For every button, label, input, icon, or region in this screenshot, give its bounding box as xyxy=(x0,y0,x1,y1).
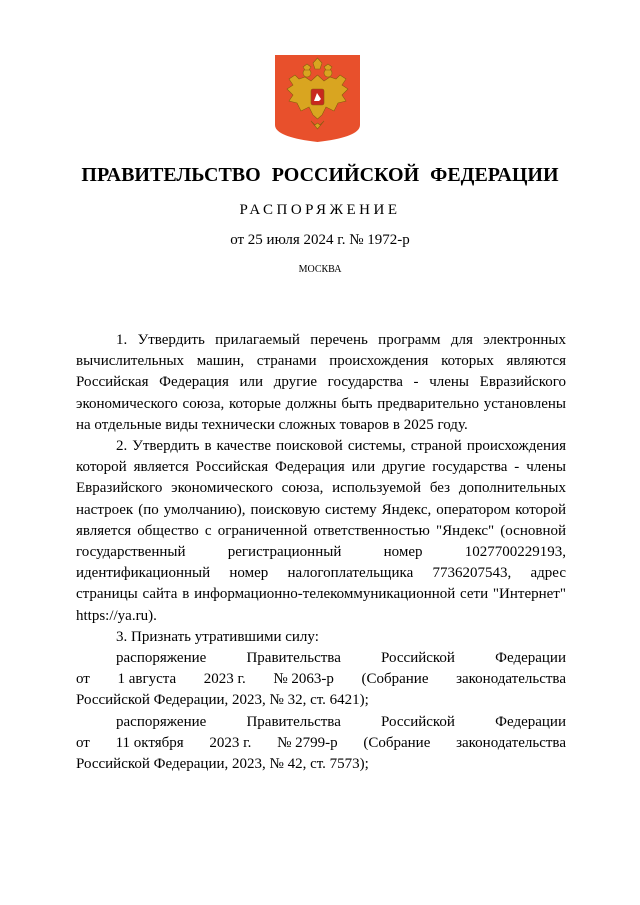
item-word: законодательства xyxy=(456,671,566,688)
item-word: Российской xyxy=(381,650,455,667)
item-word: от xyxy=(76,734,90,751)
item-citation: Российской Федерации, 2023, № 32, ст. 6421); xyxy=(76,692,369,709)
item-word: Федерации xyxy=(495,650,566,667)
item-word: Российской xyxy=(381,713,455,730)
repealed-item-2 xyxy=(76,712,566,776)
item-word: 11 октября xyxy=(115,734,184,751)
item-word: 2023 г. xyxy=(203,671,246,688)
government-title: ПРАВИТЕЛЬСТВО РОССИЙСКОЙ ФЕДЕРАЦИИ xyxy=(81,164,559,186)
item-word: Правительства xyxy=(246,650,341,667)
item-word: 2023 г. xyxy=(209,734,252,751)
item-citation: Российской Федерации, 2023, № 42, ст. 7573); xyxy=(76,756,369,773)
item-word: Федерации xyxy=(495,713,566,730)
item-word: от xyxy=(76,671,90,688)
paragraph-2: 2. Утвердить в качестве поисковой системы, страной происхождения которой является Российская Федерация или другие государства - члены Евразийского экономического союза, используемой без дополнительных настроек (по умолчанию), поисковую систему Яндекс, оператором которой является общество с ограниченной ответственностью "Яндекс" (основной государственный регистрационный номер 1027700229193, идентификационный номер налогоплательщика 7736207543, адрес страницы сайта в информационно-телекоммуникационной сети "Интернет" https://ya.ru). xyxy=(76,438,566,624)
paragraph-1: 1. Утвердить прилагаемый перечень программ для электронных вычислительных машин, странами происхождения которых являются Российская Федерация или другие государства - члены Евразийского экономического союза, которые должны быть предварительно установлены на отдельные виды технически сложных товаров в 2025 году. xyxy=(76,332,566,433)
item-word: законодательства xyxy=(456,734,566,751)
item-word: (Собрание xyxy=(363,734,431,751)
repealed-item-1 xyxy=(76,648,566,712)
item-word: Правительства xyxy=(246,713,341,730)
document-place: МОСКВА xyxy=(298,264,342,275)
item-word: № 2799-р xyxy=(277,734,338,751)
item-word: (Собрание xyxy=(361,671,429,688)
item-word: № 2063-р xyxy=(273,671,334,688)
document-date: от 25 июля 2024 г. № 1972-р xyxy=(230,232,410,248)
item-word: 1 августа xyxy=(117,671,177,688)
item-word: распоряжение xyxy=(116,650,207,667)
russian-coat-of-arms-icon xyxy=(275,55,360,142)
item-word: распоряжение xyxy=(116,713,207,730)
document-type: РАСПОРЯЖЕНИЕ xyxy=(239,202,401,218)
document-body xyxy=(76,330,566,775)
paragraph-3: 3. Признать утратившими силу: xyxy=(116,628,319,645)
